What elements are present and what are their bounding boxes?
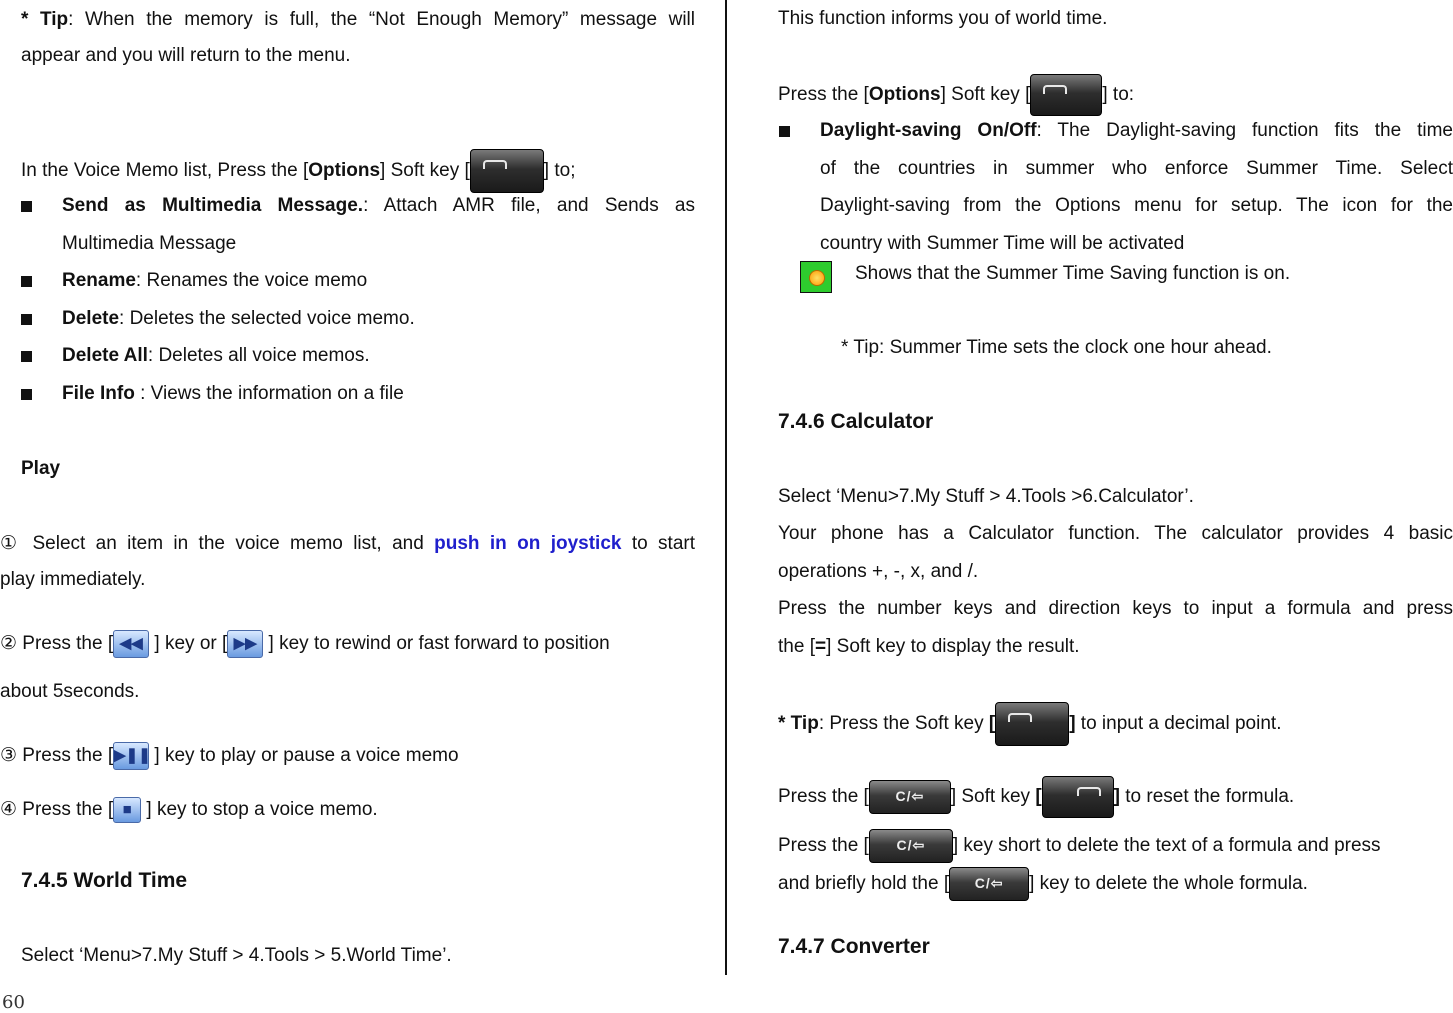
left-soft-key-icon [470,149,544,193]
menu-item-rename: Rename: Renames the voice memo [62,270,368,291]
summer-time-caption: Shows that the Summer Time Saving function is on. [855,263,1291,284]
bullet-icon [779,126,790,137]
calculator-description: Your phone has a Calculator function. The calculator provides 4 basic [778,523,1453,544]
bullet-icon [21,389,32,400]
clear-key-icon: C/⇦ [869,780,951,814]
menu-item-send-mms: Send as Multimedia Message.: Attach AMR file, and Sends as [62,195,696,216]
left-soft-key-icon [1030,74,1102,116]
bullet-icon [21,314,32,325]
play-step-3: ③ Press the [▶❚❚ ] key to play or pause a voice memo [0,742,459,770]
clear-key-icon: C/⇦ [869,829,953,863]
memory-tip-line2: appear and you will return to the menu. [21,45,351,66]
calculator-path: Select ‘Menu>7.My Stuff > 4.Tools >6.Calculator’. [778,486,1194,507]
bullet-icon [21,276,32,287]
delete-text-line2: and briefly hold the [ C/⇦ ] key to delete the whole formula. [778,867,1308,901]
menu-item-delete: Delete: Deletes the selected voice memo. [62,308,415,329]
menu-item-delete-all: Delete All: Deletes all voice memos. [62,345,370,366]
play-step-4: ④ Press the [ ■ ] key to stop a voice memo. [0,797,378,823]
clear-key-icon: C/⇦ [949,867,1029,901]
fast-forward-key-icon: ▶▶ [227,630,263,658]
memory-tip: * Tip: When the memory is full, the “Not Enough Memory” message will [21,9,695,30]
menu-item-file-info: File Info : Views the information on a file [62,383,404,404]
bullet-icon [21,201,32,212]
summer-time-tip: * Tip: Summer Time sets the clock one hour ahead. [841,337,1272,358]
right-soft-key-icon [1042,776,1114,818]
play-step-1: ① Select an item in the voice memo list, and push in on joystick to start [0,533,696,554]
world-options-intro: Press the [Options] Soft key [ ] to: [778,74,1134,116]
rewind-key-icon: ◀◀ [113,630,149,658]
daylight-saving-line3: Daylight-saving from the Options menu for setup. The icon for the [820,195,1453,216]
column-divider [725,0,727,975]
decimal-tip: * Tip: Press the Soft key [ ] to input a decimal point. [778,702,1281,746]
stop-key-icon: ■ [113,797,141,823]
play-heading: Play [21,458,61,479]
calculator-usage: Press the number keys and direction keys to input a formula and press [778,598,1453,619]
summer-time-icon [800,261,832,293]
options-intro: In the Voice Memo list, Press the [Options] Soft key [ ] to; [21,149,575,193]
calculator-usage-line2: the [=] Soft key to display the result. [778,636,1080,657]
converter-heading: 7.4.7 Converter [778,935,930,958]
play-step-2-line2: about 5seconds. [0,681,140,702]
bullet-icon [21,351,32,362]
world-time-info: This function informs you of world time. [778,8,1108,29]
world-time-heading: 7.4.5 World Time [21,869,188,892]
play-step-1-line2: play immediately. [0,569,146,590]
daylight-saving-line2: of the countries in summer who enforce Summer Time. Select [820,158,1453,179]
calculator-heading: 7.4.6 Calculator [778,410,934,433]
left-soft-key-icon [995,702,1069,746]
page-number: 60 [2,992,25,1013]
daylight-saving-item: Daylight-saving On/Off: The Daylight-saving function fits the time [820,120,1453,141]
play-pause-key-icon: ▶❚❚ [113,742,149,770]
play-step-2: ② Press the [ ◀◀ ] key or [ ▶▶ ] key to rewind or fast forward to position [0,630,610,658]
reset-formula: Press the [ C/⇦ ] Soft key [ ] to reset the formula. [778,776,1294,818]
calculator-description-line2: operations +, -, x, and /. [778,561,979,582]
delete-text: Press the [ C/⇦ ] key short to delete the text of a formula and press [778,829,1381,863]
daylight-saving-line4: country with Summer Time will be activated [820,233,1185,254]
menu-item-send-mms-line2: Multimedia Message [62,233,237,254]
world-time-path: Select ‘Menu>7.My Stuff > 4.Tools > 5.World Time’. [21,945,452,966]
